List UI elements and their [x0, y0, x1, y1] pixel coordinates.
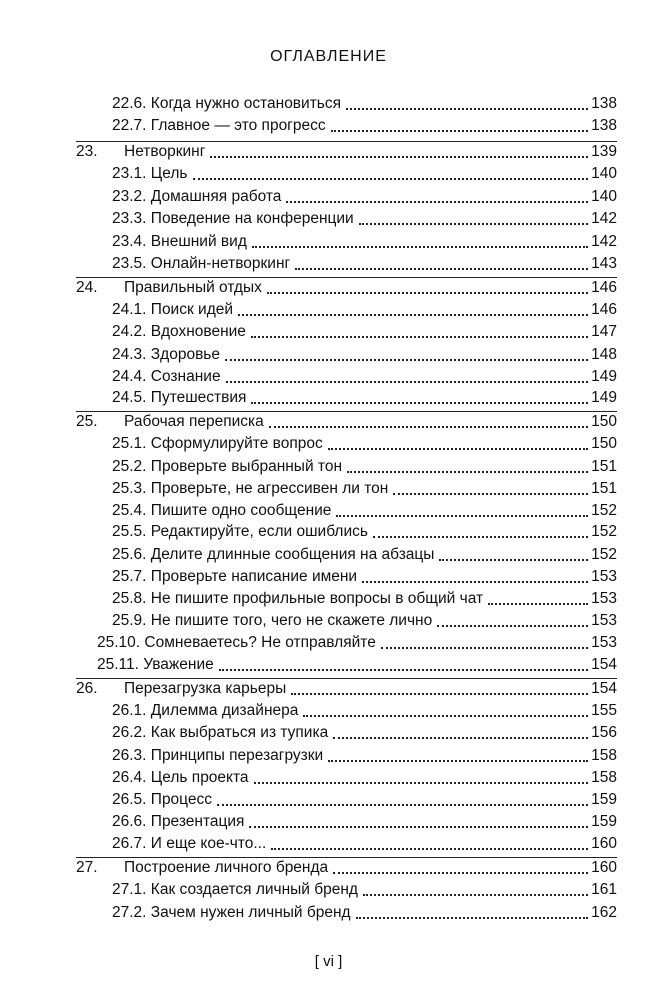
toc-page: 150 [591, 413, 617, 430]
dot-leader [359, 223, 588, 225]
toc-entry-25-9 [112, 610, 617, 632]
dot-leader [333, 737, 588, 739]
toc-entry-23-2 [112, 186, 617, 208]
toc-page: 153 [591, 634, 617, 651]
toc-entry-26-3 [112, 745, 617, 767]
toc-page: 154 [591, 656, 617, 673]
toc-number: 24.3. [112, 346, 147, 363]
dot-leader [373, 536, 588, 538]
toc-page: 159 [591, 813, 617, 830]
toc-chapter-27 [76, 857, 617, 879]
toc-title: Проверьте написание имени [150, 568, 358, 585]
toc-page: 147 [591, 323, 617, 340]
toc-entry-25-10 [97, 632, 617, 654]
toc-title: Внешний вид [150, 233, 247, 250]
toc-entry-23-5 [112, 253, 617, 275]
toc-page: 149 [591, 368, 617, 385]
toc-number: 26.7. [112, 835, 147, 852]
toc-page: 154 [591, 680, 617, 697]
toc-entry-26-7 [112, 833, 617, 855]
toc-number: 24. [76, 279, 98, 296]
toc-number: 23. [76, 143, 98, 160]
toc-number: 23.2. [112, 188, 147, 205]
toc-page: 142 [591, 210, 617, 227]
toc-page: 162 [591, 904, 617, 921]
toc-entry-25-3 [112, 478, 617, 500]
dot-leader [210, 156, 588, 158]
dot-leader [251, 402, 588, 404]
toc-number: 25.2. [112, 458, 147, 475]
toc-entry-24-5 [112, 387, 617, 409]
toc-title: Домашняя работа [150, 188, 282, 205]
toc-entry-22-7 [112, 115, 617, 137]
toc-title: Когда нужно остановиться [150, 95, 342, 112]
dot-leader [286, 201, 588, 203]
toc-page: 160 [591, 835, 617, 852]
toc-title: Перезагрузка карьеры [124, 680, 287, 697]
dot-leader [217, 804, 588, 806]
toc-entry-25-8 [112, 588, 617, 610]
toc-number: 25.4. [112, 502, 147, 519]
toc-number: 26.1. [112, 702, 147, 719]
toc-page: 159 [591, 791, 617, 808]
toc-title: Рабочая переписка [124, 413, 264, 430]
toc-page: 150 [591, 435, 617, 452]
dot-leader [271, 848, 588, 850]
toc-number: 25.1. [112, 435, 147, 452]
toc-title: Нетворкинг [124, 143, 206, 160]
toc-number: 26. [76, 680, 98, 697]
toc-page: 160 [591, 859, 617, 876]
toc-entry-23-1 [112, 163, 617, 185]
toc-entry-26-5 [112, 789, 617, 811]
toc-page: 158 [591, 747, 617, 764]
toc-page: 153 [591, 590, 617, 607]
toc-title: Сознание [150, 368, 221, 385]
page-number: [ vi ] [314, 953, 343, 970]
toc-entry-24-2 [112, 321, 617, 343]
toc-entry-27-1 [112, 879, 617, 901]
toc-number: 25. [76, 413, 98, 430]
toc-title: Путешествия [150, 389, 247, 406]
toc-number: 23.4. [112, 233, 147, 250]
dot-leader [238, 314, 588, 316]
toc-title: Цель проекта [150, 769, 249, 786]
toc-entry-22-6 [112, 93, 617, 115]
dot-leader [362, 581, 588, 583]
toc-entry-24-1 [112, 299, 617, 321]
toc-title: Цель [150, 165, 188, 182]
toc-number: 25.8. [112, 590, 147, 607]
toc-title: Как выбраться из тупика [150, 724, 329, 741]
toc-entry-24-3 [112, 344, 617, 366]
toc-entry-25-2 [112, 456, 617, 478]
toc-chapter-23 [76, 141, 617, 163]
toc-number: 25.7. [112, 568, 147, 585]
dot-leader [295, 268, 588, 270]
dot-leader [437, 625, 588, 627]
toc-number: 27. [76, 859, 98, 876]
toc-title: Главное — это прогресс [150, 117, 326, 134]
toc-number: 25.5. [112, 523, 147, 540]
toc-title: Презентация [150, 813, 245, 830]
dot-leader [328, 448, 588, 450]
toc-number: 26.6. [112, 813, 147, 830]
toc-entry-27-2 [112, 902, 617, 924]
toc-entry-26-6 [112, 811, 617, 833]
toc-page: 151 [591, 458, 617, 475]
toc-chapter-26 [76, 678, 617, 700]
dot-leader [381, 647, 588, 649]
toc-page: 146 [591, 279, 617, 296]
toc-page: 153 [591, 568, 617, 585]
toc-number: 24.2. [112, 323, 147, 340]
dot-leader [219, 669, 588, 671]
dot-leader [269, 426, 588, 428]
toc-title: Процесс [150, 791, 213, 808]
toc-entry-25-4 [112, 500, 617, 522]
toc-number: 27.2. [112, 904, 147, 921]
dot-leader [249, 826, 588, 828]
toc-title: Правильный отдых [124, 279, 262, 296]
dot-leader [393, 493, 588, 495]
toc-page: 153 [591, 612, 617, 629]
toc-title: И еще кое-что... [150, 835, 267, 852]
toc-page: 151 [591, 480, 617, 497]
toc-title: Не пишите профильные вопросы в общий чат [150, 590, 484, 607]
toc-page: 140 [591, 188, 617, 205]
toc-entry-23-3 [112, 208, 617, 230]
toc-page: 158 [591, 769, 617, 786]
dot-leader [363, 894, 588, 896]
toc-entry-25-6 [112, 544, 617, 566]
page-header: ОГЛАВЛЕНИЕ [270, 48, 387, 65]
toc-number: 22.6. [112, 95, 147, 112]
dot-leader [267, 292, 588, 294]
toc-title: Принципы перезагрузки [150, 747, 324, 764]
toc-page: 155 [591, 702, 617, 719]
dot-leader [346, 108, 588, 110]
dot-leader [254, 782, 589, 784]
dot-leader [303, 715, 588, 717]
toc-title: Построение личного бренда [124, 859, 329, 876]
toc-entry-25-1 [112, 433, 617, 455]
toc-title: Как создается личный бренд [150, 881, 358, 898]
toc-title: Поведение на конференции [150, 210, 354, 227]
toc-page: 152 [591, 502, 617, 519]
toc-entry-26-1 [112, 700, 617, 722]
dot-leader [251, 336, 588, 338]
toc-page: 146 [591, 301, 617, 318]
toc-title: Не пишите того, чего не скажете лично [150, 612, 433, 629]
dot-leader [439, 559, 588, 561]
toc-title: Сомневаетесь? Не отправляйте [144, 634, 376, 651]
toc-number: 25.6. [112, 546, 147, 563]
toc-entry-25-11 [97, 654, 617, 676]
dot-leader [291, 693, 588, 695]
toc-number: 26.3. [112, 747, 147, 764]
toc-chapter-24 [76, 277, 617, 299]
dot-leader [356, 917, 589, 919]
toc-number: 23.5. [112, 255, 147, 272]
toc-page: 138 [591, 117, 617, 134]
toc-number: 26.5. [112, 791, 147, 808]
toc-title: Вдохновение [150, 323, 246, 340]
dot-leader [333, 872, 588, 874]
toc-page: 139 [591, 143, 617, 160]
toc-chapter-25 [76, 411, 617, 433]
toc-number: 25.9. [112, 612, 147, 629]
toc-title: Редактируйте, если ошиблись [150, 523, 368, 540]
dot-leader [488, 603, 588, 605]
toc-title: Зачем нужен личный бренд [150, 904, 351, 921]
toc-page: 156 [591, 724, 617, 741]
toc-page: 138 [591, 95, 617, 112]
toc-number: 26.4. [112, 769, 147, 786]
dot-leader [225, 359, 588, 361]
toc-title: Здоровье [150, 346, 220, 363]
toc-number: 23.1. [112, 165, 147, 182]
toc-number: 25.3. [112, 480, 147, 497]
dot-leader [336, 515, 588, 517]
dot-leader [226, 381, 589, 383]
dot-leader [347, 471, 588, 473]
toc-number: 25.11. [97, 656, 139, 673]
toc-page: 142 [591, 233, 617, 250]
toc-page: 161 [591, 881, 617, 898]
toc-title: Делите длинные сообщения на абзацы [150, 546, 435, 563]
toc-number: 24.5. [112, 389, 147, 406]
toc-entry-25-7 [112, 566, 617, 588]
dot-leader [331, 130, 589, 132]
toc-page: 143 [591, 255, 617, 272]
dot-leader [193, 178, 589, 180]
toc-page: 152 [591, 546, 617, 563]
toc-title: Пишите одно сообщение [150, 502, 332, 519]
toc-page: 148 [591, 346, 617, 363]
dot-leader [328, 760, 588, 762]
toc-number: 24.1. [112, 301, 147, 318]
toc-title: Сформулируйте вопрос [150, 435, 323, 452]
toc-title: Онлайн-нетворкинг [150, 255, 291, 272]
toc-title: Проверьте, не агрессивен ли тон [150, 480, 389, 497]
toc-entry-25-5 [112, 521, 617, 543]
toc-entry-26-4 [112, 767, 617, 789]
toc-title: Проверьте выбранный тон [150, 458, 343, 475]
toc-page: 140 [591, 165, 617, 182]
toc-number: 25.10. [97, 634, 141, 651]
toc-number: 27.1. [112, 881, 147, 898]
toc-title: Дилемма дизайнера [150, 702, 299, 719]
toc-title: Поиск идей [150, 301, 234, 318]
toc-page: 152 [591, 523, 617, 540]
toc-number: 26.2. [112, 724, 147, 741]
toc-number: 23.3. [112, 210, 147, 227]
toc-entry-23-4 [112, 231, 617, 253]
toc-number: 22.7. [112, 117, 147, 134]
toc-title: Уважение [143, 656, 214, 673]
toc-entry-26-2 [112, 722, 617, 744]
toc-number: 24.4. [112, 368, 147, 385]
toc-entry-24-4 [112, 366, 617, 388]
toc-page: 149 [591, 389, 617, 406]
dot-leader [252, 246, 588, 248]
